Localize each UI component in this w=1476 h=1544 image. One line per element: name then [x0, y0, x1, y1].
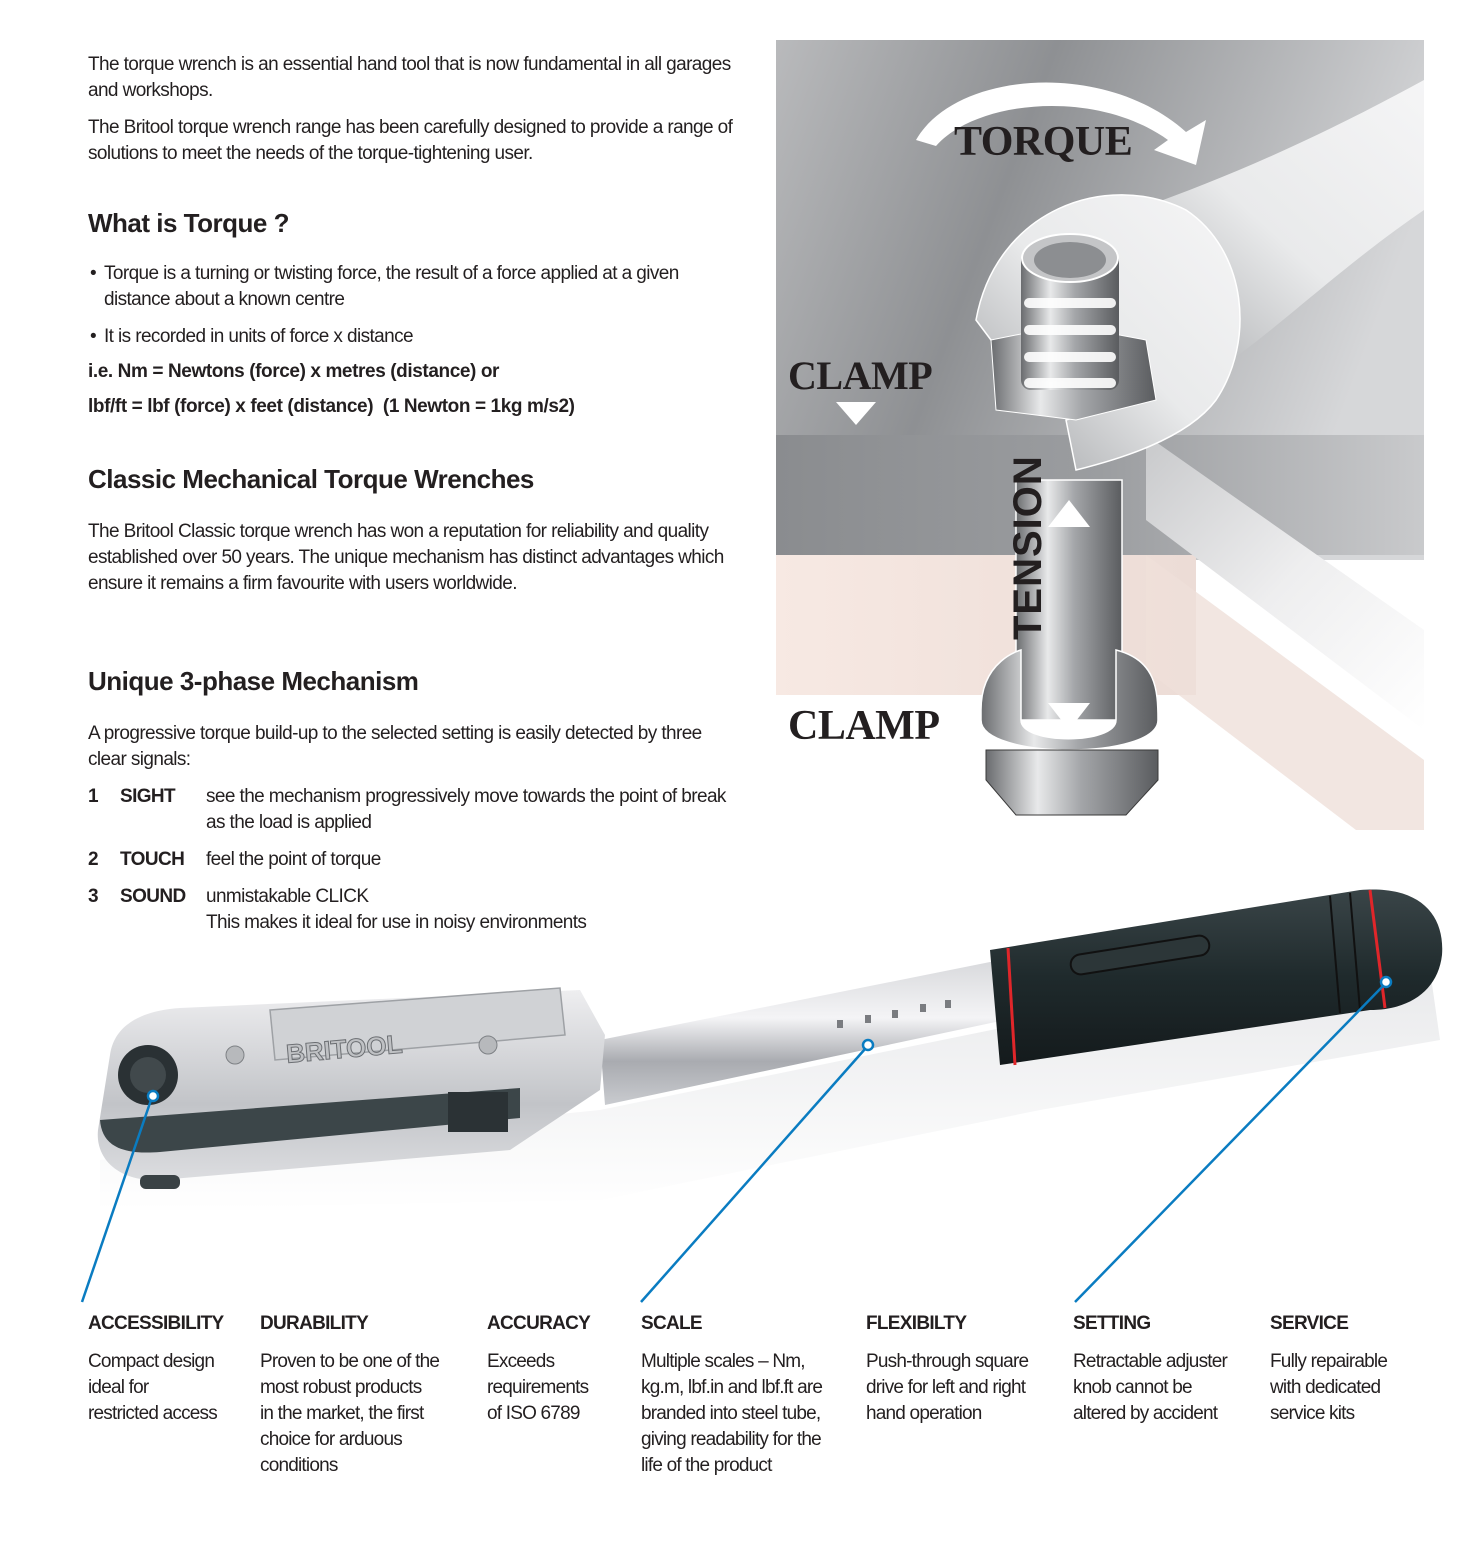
clamp-label-bottom: CLAMP [788, 703, 940, 749]
feature-line: branded into steel tube, [641, 1403, 821, 1424]
feature-desc [641, 1349, 822, 1479]
feature-line: Push-through square [866, 1351, 1029, 1372]
torque-bullet-list [88, 261, 748, 350]
feature-line: giving readability for the [641, 1429, 821, 1450]
torque-wrench-icon [40, 860, 1460, 1240]
feature-desc [1073, 1349, 1227, 1427]
bullet-item [88, 261, 748, 313]
torque-diagram [776, 40, 1424, 830]
feature-flexibility [866, 1313, 1028, 1427]
signal-desc-line: feel the point of torque [206, 849, 381, 870]
feature-desc [88, 1349, 224, 1427]
signal-name: TOUCH [120, 849, 185, 870]
feature-desc [487, 1349, 590, 1427]
feature-line: Exceeds [487, 1351, 555, 1372]
torque-wrench-photo [40, 860, 1460, 1240]
signal-desc-line: This makes it ideal for use in noisy environments [206, 912, 587, 933]
feature-line: ideal for [88, 1377, 149, 1398]
feature-title: FLEXIBILTY [866, 1313, 967, 1334]
clamp-label-top: CLAMP [788, 353, 933, 398]
intro-paragraph: The Britool torque wrench range has been carefully designed to provide a range of solutions to meet the needs of the torque-tightening user. [88, 117, 733, 164]
classic-body: The Britool Classic torque wrench has won a reputation for reliability and quality established over 50 years. The unique mechanism has distinct advantages which ensure it remains a firm favourite with users worldwide. [88, 521, 724, 594]
bullet-text: It is recorded in units of force x distance [104, 326, 413, 347]
intro-paragraph: The torque wrench is an essential hand tool that is now fundamental in all garages and workshops. [88, 54, 731, 101]
section-heading: Classic Mechanical Torque Wrenches [88, 464, 534, 494]
what-is-torque-section [88, 208, 748, 420]
signal-desc [206, 784, 728, 836]
signal-name: SOUND [120, 886, 186, 907]
feature-desc [866, 1349, 1028, 1427]
feature-line: life of the product [641, 1455, 772, 1476]
signal-desc-line: unmistakable CLICK [206, 886, 369, 907]
bullet-text: Torque is a turning or twisting force, the result of a force applied at a given distance about a known centre [104, 263, 679, 310]
feature-setting [1073, 1313, 1227, 1427]
signal-desc-line: as the load is applied [206, 812, 372, 833]
signal-number: 1 [88, 786, 98, 807]
feature-scale [641, 1313, 822, 1479]
equation-lbf: lbf/ft = lbf (force) x feet (distance) (1 Newton = 1kg m/s2) [88, 396, 575, 417]
feature-title: ACCESSIBILITY [88, 1313, 224, 1334]
feature-line: Retractable adjuster [1073, 1351, 1228, 1372]
feature-line: Proven to be one of the [260, 1351, 440, 1372]
tension-label: TENSION [1006, 455, 1050, 640]
bullet-icon: • [90, 326, 97, 347]
feature-durability [260, 1313, 439, 1479]
signal-number: 2 [88, 849, 98, 870]
equation-nm: i.e. Nm = Newtons (force) x metres (distance) or [88, 361, 500, 382]
feature-line: requirements [487, 1377, 589, 1398]
classic-section [88, 464, 728, 597]
feature-accessibility [88, 1313, 224, 1427]
feature-title: ACCURACY [487, 1313, 591, 1334]
feature-line: of ISO 6789 [487, 1403, 580, 1424]
feature-line: Multiple scales – Nm, [641, 1351, 805, 1372]
feature-line: knob cannot be [1073, 1377, 1192, 1398]
signal-desc-line: see the mechanism progressively move towards the point of break [206, 786, 726, 807]
signal-name: SIGHT [120, 786, 176, 807]
feature-line: with dedicated [1270, 1377, 1381, 1398]
feature-title: DURABILITY [260, 1313, 369, 1334]
signal-row [88, 784, 728, 836]
bullet-item [88, 324, 748, 350]
feature-title: SCALE [641, 1313, 702, 1334]
feature-line: most robust products [260, 1377, 422, 1398]
intro-section [88, 52, 738, 178]
section-heading: What is Torque ? [88, 208, 289, 238]
feature-title: SETTING [1073, 1313, 1151, 1334]
section-heading: Unique 3-phase Mechanism [88, 666, 419, 696]
feature-line: Compact design [88, 1351, 215, 1372]
mechanism-lead: A progressive torque build-up to the selected setting is easily detected by three clear signals: [88, 723, 702, 770]
bullet-icon: • [90, 263, 97, 284]
feature-line: in the market, the first [260, 1403, 424, 1424]
feature-desc [260, 1349, 439, 1479]
feature-desc [1270, 1349, 1387, 1427]
feature-line: drive for left and right [866, 1377, 1026, 1398]
feature-line: choice for arduous [260, 1429, 402, 1450]
signal-number: 3 [88, 886, 98, 907]
feature-line: hand operation [866, 1403, 982, 1424]
feature-line: service kits [1270, 1403, 1355, 1424]
feature-line: restricted access [88, 1403, 217, 1424]
feature-service [1270, 1313, 1387, 1427]
feature-line: altered by accident [1073, 1403, 1218, 1424]
torque-label: TORQUE [954, 119, 1133, 165]
feature-accuracy [487, 1313, 590, 1427]
feature-title: SERVICE [1270, 1313, 1349, 1334]
brand-mark: BRITOOL [284, 1028, 404, 1069]
feature-line: kg.m, lbf.in and lbf.ft are [641, 1377, 823, 1398]
feature-line: Fully repairable [1270, 1351, 1388, 1372]
feature-line: conditions [260, 1455, 338, 1476]
